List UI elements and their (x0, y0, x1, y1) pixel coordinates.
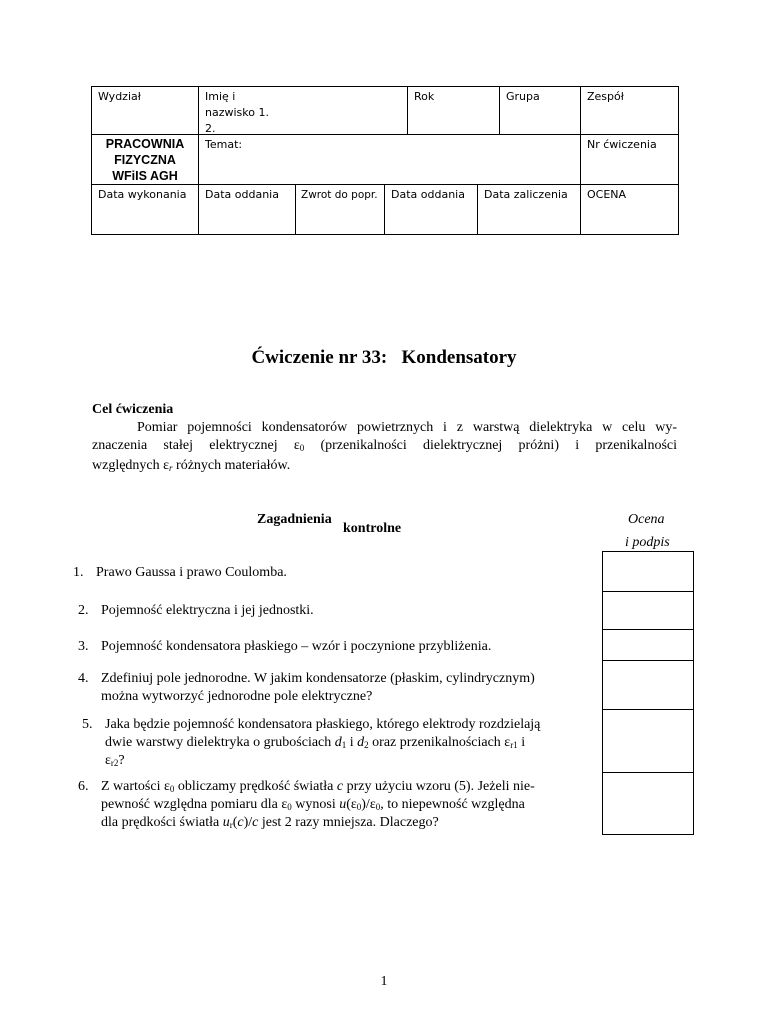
name-label: nazwisko 1. (205, 106, 269, 119)
question-text (105, 752, 125, 773)
subscript: 0 (375, 802, 381, 812)
question-number: 6. (78, 779, 89, 794)
text-span: Z wartości ε (101, 779, 170, 794)
text-span: ? (118, 753, 125, 768)
text-span: d (334, 735, 342, 750)
header-form-table (91, 86, 679, 235)
rok-label: Rok (414, 90, 435, 103)
question-text: Prawo Gaussa i prawo Coulomba. (96, 565, 287, 580)
subscript: 0 (287, 802, 292, 812)
zagadnienia-heading: kontrolne (343, 521, 402, 536)
subscript: r1 (510, 740, 518, 750)
text-span: i (517, 735, 526, 750)
name-label: 2. (205, 122, 216, 135)
page-title: Ćwiczenie nr 33: Kondensatory (251, 347, 517, 368)
table-divider (580, 87, 581, 234)
subscript: r (229, 820, 233, 830)
data-wykonania-label: Data wykonania (98, 188, 187, 201)
text-span: ε (105, 753, 111, 768)
subscript: 0 (169, 784, 175, 794)
grade-divider (603, 709, 693, 710)
subscript: 1 (341, 740, 347, 750)
question-number: 5. (82, 717, 93, 732)
text-span: obliczamy prędkość światła (174, 779, 337, 794)
name-label: Imię i (205, 90, 236, 103)
text-span: względnych ε (92, 458, 170, 473)
data-oddania-label: Data oddania (391, 188, 465, 201)
subscript: 0 (356, 802, 362, 812)
cel-heading: Cel ćwiczenia (92, 402, 174, 417)
page-number: 1 (380, 974, 388, 989)
cel-line: Pomiar pojemności kondensatorów powietrznych i z warstwą dielektryka w celu wy- (137, 420, 677, 435)
text-span: dwie warstwy dielektryka o grubościach (105, 735, 335, 750)
text-span: znaczenia stałej elektrycznej ε (92, 437, 300, 453)
nr-cwiczenia-label: Nr ćwiczenia (587, 138, 657, 151)
grade-divider (603, 772, 693, 773)
lab-name (92, 135, 198, 185)
question-text: można wytworzyć jednorodne pole elektryczne? (101, 688, 373, 704)
cel-line (92, 457, 677, 478)
zagadnienia-heading: Zagadnienia (257, 512, 332, 527)
text-span: d (357, 735, 365, 750)
question-text: Zdefiniuj pole jednorodne. W jakim kondensatorze (płaskim, cylindrycznym) (101, 671, 535, 686)
subscript: 0 (299, 442, 305, 453)
question-item (82, 716, 602, 770)
text-span: (ε (346, 797, 357, 812)
text-span: różnych materiałów. (172, 458, 291, 473)
text-span: (przenikalności dielektrycznej próżni) i przenikalności (304, 437, 677, 453)
text-span: , to niepewność względna (380, 797, 525, 812)
grade-boxes (602, 551, 694, 835)
text-span: u (222, 815, 230, 830)
ocena-heading: i podpis (625, 535, 670, 550)
ocena-heading: Ocena (628, 512, 665, 527)
text-span: c (237, 815, 244, 830)
question-item (78, 670, 598, 706)
question-text (105, 734, 525, 755)
text-span: i (346, 735, 358, 750)
text-span: jest 2 razy mniejsza. Dlaczego? (258, 815, 439, 830)
text-span: c (252, 815, 259, 830)
question-text (101, 814, 439, 835)
lab-name-line: WFiIS AGH (112, 169, 178, 183)
question-text: Pojemność elektryczna i jej jednostki. (101, 603, 314, 618)
question-text: Jaka będzie pojemność kondensatora płaskiego, którego elektrody rozdzielają (105, 717, 541, 732)
temat-label: Temat: (205, 138, 243, 151)
zwrot-label: Zwrot do popr. (301, 189, 378, 201)
wydzial-label: Wydział (98, 90, 141, 103)
name-field[interactable] (199, 87, 275, 139)
text-span: ( (232, 815, 238, 830)
lab-name-line: PRACOWNIA (105, 137, 185, 151)
text-span: )/ (243, 815, 253, 830)
question-number: 2. (78, 603, 89, 618)
grade-divider (603, 629, 693, 630)
subscript: r2 (110, 758, 119, 768)
question-number: 4. (78, 671, 89, 686)
text-span: u (339, 797, 347, 812)
cel-line (92, 437, 677, 458)
cel-paragraph (92, 419, 677, 478)
text-span: przy użyciu wzoru (5). Jeżeli nie- (343, 779, 535, 794)
question-item (78, 778, 598, 832)
text-span: oraz przenikalnościach ε (368, 735, 511, 750)
grade-divider (603, 591, 693, 592)
text-span: c (336, 779, 344, 794)
lab-name-line: FIZYCZNA (114, 153, 176, 167)
subscript: 2 (364, 740, 369, 750)
data-zaliczenia-label: Data zaliczenia (484, 188, 568, 201)
zespol-label: Zespół (587, 90, 624, 103)
data-oddania-label: Data oddania (205, 188, 279, 201)
text-span: dla prędkości światła (101, 815, 223, 830)
text-span: pewność względna pomiaru dla ε (101, 797, 288, 812)
question-number: 3. (78, 639, 89, 654)
grupa-label: Grupa (506, 90, 540, 103)
ocena-label: OCENA (587, 188, 627, 201)
question-number: 1. (73, 565, 84, 580)
subscript: r (169, 463, 173, 473)
grade-divider (603, 660, 693, 661)
text-span: )/ε (361, 797, 376, 812)
text-span: wynosi (291, 797, 340, 812)
question-text: Pojemność kondensatora płaskiego – wzór i poczynione przybliżenia. (101, 639, 492, 654)
